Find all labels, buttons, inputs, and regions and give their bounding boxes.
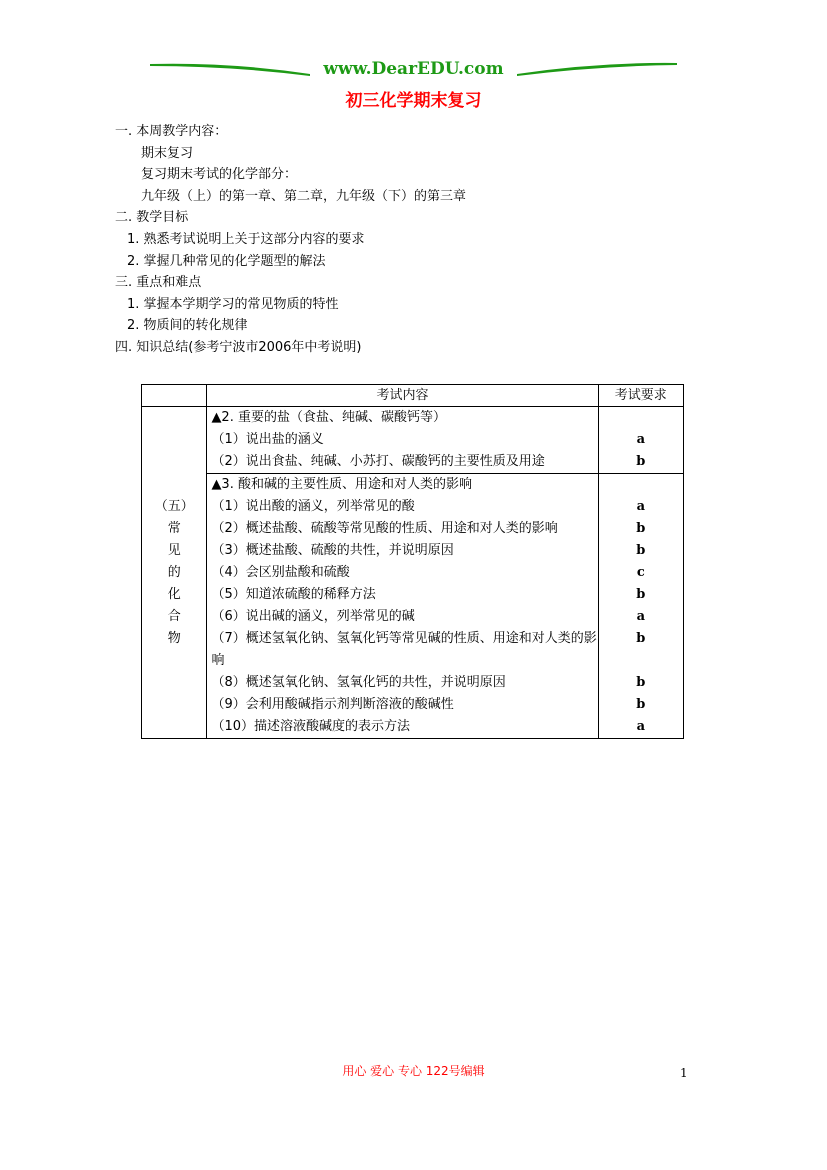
section-heading-3: 三. 重点和难点 [115, 275, 202, 290]
table-row-group-1 [142, 407, 684, 474]
category-char: 见 [167, 542, 181, 558]
table-row-group-2 [142, 474, 684, 739]
list-item: （2）说出食盐、纯碱、小苏打、碳酸钙的主要性质及用途 [211, 454, 545, 469]
section-2-line-1: 1. 熟悉考试说明上关于这部分内容的要求 [127, 232, 365, 247]
page-number: 1 [680, 1066, 688, 1080]
page-title: 初三化学期末复习 [345, 91, 482, 111]
requirement-level: a [636, 719, 645, 734]
requirement-cell-group-1 [598, 407, 683, 474]
requirement-level: b [636, 697, 646, 712]
list-item: （1）说出酸的涵义，列举常见的酸 [211, 499, 415, 514]
requirement-level: b [636, 675, 646, 690]
section-3-line-1: 1. 掌握本学期学习的常见物质的特性 [127, 297, 339, 312]
list-item: （2）概述盐酸、硫酸等常见酸的性质、用途和对人类的影响 [211, 521, 558, 536]
list-item: （6）说出碱的涵义，列举常见的碱 [211, 609, 415, 624]
category-char: 的 [167, 564, 181, 580]
category-char: 合 [167, 608, 181, 624]
list-item: （7）概述氢氧化钠、氢氧化钙等常见碱的性质、用途和对人类的影响 [211, 631, 597, 668]
list-item: （5）知道浓硫酸的稀释方法 [211, 587, 376, 602]
list-item: （10）描述溶液酸碱度的表示方法 [211, 719, 410, 734]
requirement-cell-group-2 [598, 474, 683, 739]
section-1-line-2: 复习期末考试的化学部分： [141, 167, 298, 182]
footer-text: 用心 爱心 专心 122号编辑 [342, 1064, 485, 1078]
requirement-level: b [636, 587, 646, 602]
requirement-level: c [636, 565, 645, 580]
section-heading-1: 一. 本周教学内容： [115, 124, 228, 139]
category-char: 化 [167, 586, 181, 602]
section-2-line-2: 2. 掌握几种常见的化学题型的解法 [127, 254, 326, 269]
category-cell [142, 407, 207, 739]
requirement-level: b [636, 454, 646, 469]
list-item: （4）会区别盐酸和硫酸 [211, 565, 350, 580]
category-char: 物 [167, 630, 181, 646]
category-char: 常 [167, 520, 181, 536]
section-heading-4: 四. 知识总结(参考宁波市2006年中考说明) [115, 340, 362, 355]
list-item: （1）说出盐的涵义 [211, 432, 324, 447]
requirement-level: a [636, 499, 645, 514]
requirement-level: a [636, 609, 645, 624]
list-item: （3）概述盐酸、硫酸的共性，并说明原因 [211, 543, 454, 558]
requirement-level: b [636, 631, 646, 646]
section-1-line-1: 期末复习 [141, 146, 194, 161]
category-char: （五） [154, 498, 194, 514]
content-cell-group-2 [207, 474, 598, 739]
header-blank-cell [142, 385, 207, 407]
site-url[interactable]: www.DearEDU.com [323, 59, 504, 79]
group-heading: ▲2. 重要的盐（食盐、纯碱、碳酸钙等） [211, 410, 446, 425]
header-content: 考试内容 [207, 385, 598, 407]
list-item: （8）概述氢氧化钠、氢氧化钙的共性，并说明原因 [211, 675, 506, 690]
requirement-level: a [636, 432, 645, 447]
section-1-line-3: 九年级（上）的第一章、第二章，九年级（下）的第三章 [141, 189, 467, 204]
site-banner [150, 56, 677, 86]
requirement-level: b [636, 543, 646, 558]
group-heading: ▲3. 酸和碱的主要性质、用途和对人类的影响 [211, 477, 472, 492]
section-3-line-2: 2. 物质间的转化规律 [127, 318, 248, 333]
content-cell-group-1 [207, 407, 598, 474]
requirement-level: b [636, 521, 646, 536]
list-item: （9）会利用酸碱指示剂判断溶液的酸碱性 [211, 697, 454, 712]
table-header-row [142, 385, 684, 407]
section-heading-2: 二. 教学目标 [115, 210, 189, 225]
header-requirement: 考试要求 [598, 385, 683, 407]
exam-requirements-table [141, 384, 684, 739]
